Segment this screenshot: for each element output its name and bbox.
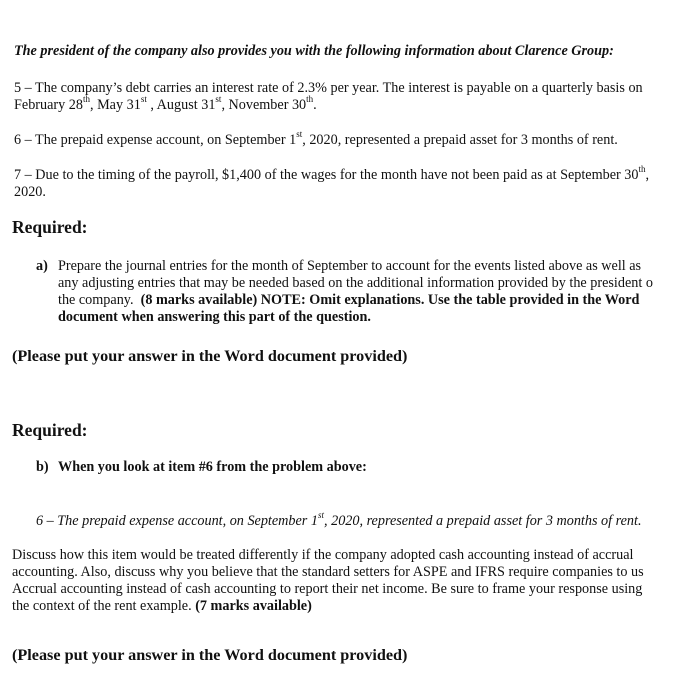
quote-text: 6 – The prepaid expense account, on September 1 xyxy=(36,513,318,529)
part-a-label: a) xyxy=(36,258,48,274)
part-a-line-3 xyxy=(58,292,639,309)
discussion-line-3: Accrual accounting instead of cash accounting to report their net income. Be sure to frame your response using xyxy=(12,581,643,597)
intro-title: The president of the company also provides you with the following information about Clarence Group: xyxy=(14,43,614,59)
required-heading-a: Required: xyxy=(12,217,88,237)
superscript: st xyxy=(296,129,303,140)
item-6-text: , 2020, represented a prepaid asset for 3 months of rent. xyxy=(302,132,618,148)
part-b-quote xyxy=(36,510,642,530)
item-5-text: , August 31 xyxy=(146,97,216,113)
item-5-text: , November 30 xyxy=(221,97,307,113)
item-7-line-2: 2020. xyxy=(14,184,46,200)
superscript: st xyxy=(317,510,324,521)
item-5-text: , May 31 xyxy=(89,97,141,113)
part-b-label: b) xyxy=(36,459,49,475)
item-5-line-1: 5 – The company’s debt carries an interest rate of 2.3% per year. The interest is payable on a quarterly basis on xyxy=(14,80,643,96)
item-5-text: February 28 xyxy=(14,97,83,113)
discussion-text: the context of the rent example. xyxy=(12,598,192,614)
quote-text: , 2020, represented a prepaid asset for 3 months of rent. xyxy=(324,513,642,529)
part-a-marks-note: (8 marks available) NOTE: Omit explanations. Use the table provided in the Word xyxy=(140,292,640,308)
superscript: th xyxy=(82,94,90,105)
part-a-line-4: document when answering this part of the question. xyxy=(58,309,371,325)
discussion-line-2: accounting. Also, discuss why you believe that the standard setters for ASPE and IFRS require companies to us xyxy=(12,564,644,580)
item-5-line-2 xyxy=(14,94,317,114)
discussion-line-1: Discuss how this item would be treated differently if the company adopted cash accounting instead of accrual xyxy=(12,547,634,563)
item-7-line-1 xyxy=(14,164,650,184)
item-5-text: . xyxy=(313,97,317,113)
answer-note-a: (Please put your answer in the Word document provided) xyxy=(12,347,408,365)
part-a-text: the company. xyxy=(58,292,134,308)
answer-note-b: (Please put your answer in the Word document provided) xyxy=(12,646,408,664)
superscript: th xyxy=(306,94,314,105)
required-heading-b: Required: xyxy=(12,420,88,440)
item-6-text: 6 – The prepaid expense account, on September 1 xyxy=(14,132,297,148)
item-7-text: 7 – Due to the timing of the payroll, $1,400 of the wages for the month have not been paid as at September 30 xyxy=(14,167,639,183)
discussion-line-4 xyxy=(12,598,312,615)
item-7-text: , xyxy=(645,167,650,183)
part-a-line-2: any adjusting entries that may be needed based on the additional information provided by the president o xyxy=(58,275,653,291)
part-b-marks: (7 marks available) xyxy=(195,598,312,614)
part-b-question: When you look at item #6 from the problem above: xyxy=(58,459,367,475)
item-6-line-1 xyxy=(14,129,618,149)
superscript: st xyxy=(140,94,147,105)
part-a-line-1: Prepare the journal entries for the month of September to account for the events listed above as well as xyxy=(58,258,642,274)
superscript: st xyxy=(215,94,222,105)
superscript: th xyxy=(638,164,646,175)
